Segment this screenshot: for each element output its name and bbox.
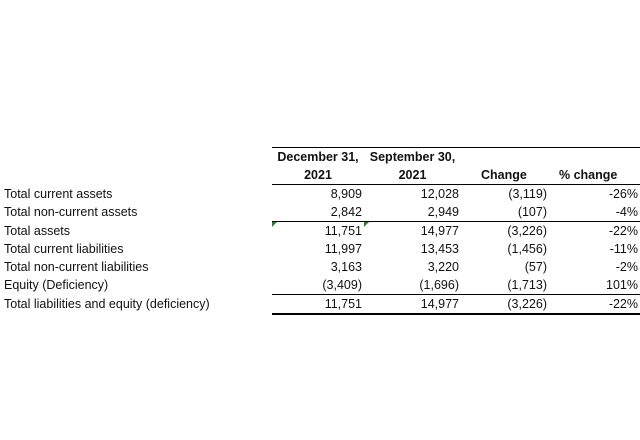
table-row bbox=[2, 276, 640, 295]
table-row bbox=[2, 258, 640, 276]
cell-december bbox=[272, 222, 364, 241]
cell-pct-change: -11% bbox=[609, 242, 638, 256]
header-september-line1: September 30, bbox=[364, 148, 461, 167]
cell-september: 2,949 bbox=[364, 203, 461, 222]
cell-september bbox=[364, 222, 461, 241]
cell-september-value: 14,977 bbox=[420, 224, 459, 238]
cell-pct-change: -2% bbox=[615, 260, 638, 274]
header-change: Change bbox=[461, 166, 549, 185]
cell-change: (3,119) bbox=[508, 187, 547, 201]
row-label: Total non-current assets bbox=[4, 205, 138, 220]
cell-september: 12,028 bbox=[420, 187, 459, 201]
cell-error-indicator-icon bbox=[272, 222, 277, 227]
cell-change: (57) bbox=[524, 260, 547, 274]
header-change-spacer bbox=[461, 148, 549, 167]
cell-december: 8,909 bbox=[330, 187, 362, 201]
cell-change: (107) bbox=[461, 203, 549, 222]
row-label: Total liabilities and equity (deficiency) bbox=[4, 297, 210, 312]
row-label: Total non-current liabilities bbox=[4, 260, 149, 274]
cell-december: 3,163 bbox=[330, 260, 362, 274]
header-row-1 bbox=[2, 148, 640, 167]
header-december-line2: 2021 bbox=[272, 166, 364, 185]
table-row bbox=[2, 203, 640, 222]
table-row bbox=[2, 240, 640, 258]
cell-december-value: 11,751 bbox=[324, 224, 362, 238]
cell-pct-change: -26% bbox=[608, 187, 638, 201]
cell-change: (1,713) bbox=[461, 276, 549, 295]
cell-error-indicator-icon bbox=[364, 222, 369, 227]
cell-pct-change: -22% bbox=[608, 224, 638, 238]
cell-pct-change: -22% bbox=[549, 295, 640, 315]
cell-september: (1,696) bbox=[364, 276, 461, 295]
cell-september: 14,977 bbox=[364, 295, 461, 315]
header-blank bbox=[2, 148, 272, 167]
header-blank-2 bbox=[2, 166, 272, 185]
row-label: Total current liabilities bbox=[4, 242, 124, 256]
header-row-2 bbox=[2, 166, 640, 185]
financial-summary-table bbox=[2, 147, 640, 315]
cell-pct-change: -4% bbox=[549, 203, 640, 222]
table-row bbox=[2, 185, 640, 204]
cell-december: (3,409) bbox=[272, 276, 364, 295]
row-label: Total current assets bbox=[4, 186, 113, 201]
cell-change: (3,226) bbox=[507, 224, 547, 238]
header-september-line2: 2021 bbox=[364, 166, 461, 185]
cell-change: (3,226) bbox=[461, 295, 549, 315]
cell-change: (1,456) bbox=[507, 242, 547, 256]
table-row bbox=[2, 295, 640, 315]
cell-september: 3,220 bbox=[427, 260, 459, 274]
cell-december: 2,842 bbox=[272, 203, 364, 222]
cell-september: 13,453 bbox=[420, 242, 459, 256]
row-label: Equity (Deficiency) bbox=[4, 278, 109, 293]
header-december-line1: December 31, bbox=[272, 148, 364, 167]
table-row bbox=[2, 222, 640, 241]
row-label: Total assets bbox=[4, 223, 71, 238]
header-pct-spacer bbox=[549, 148, 640, 167]
cell-december: 11,751 bbox=[272, 295, 364, 315]
cell-december: 11,997 bbox=[324, 242, 362, 256]
cell-pct-change: 101% bbox=[549, 276, 640, 295]
header-pct-change: % change bbox=[549, 166, 640, 185]
